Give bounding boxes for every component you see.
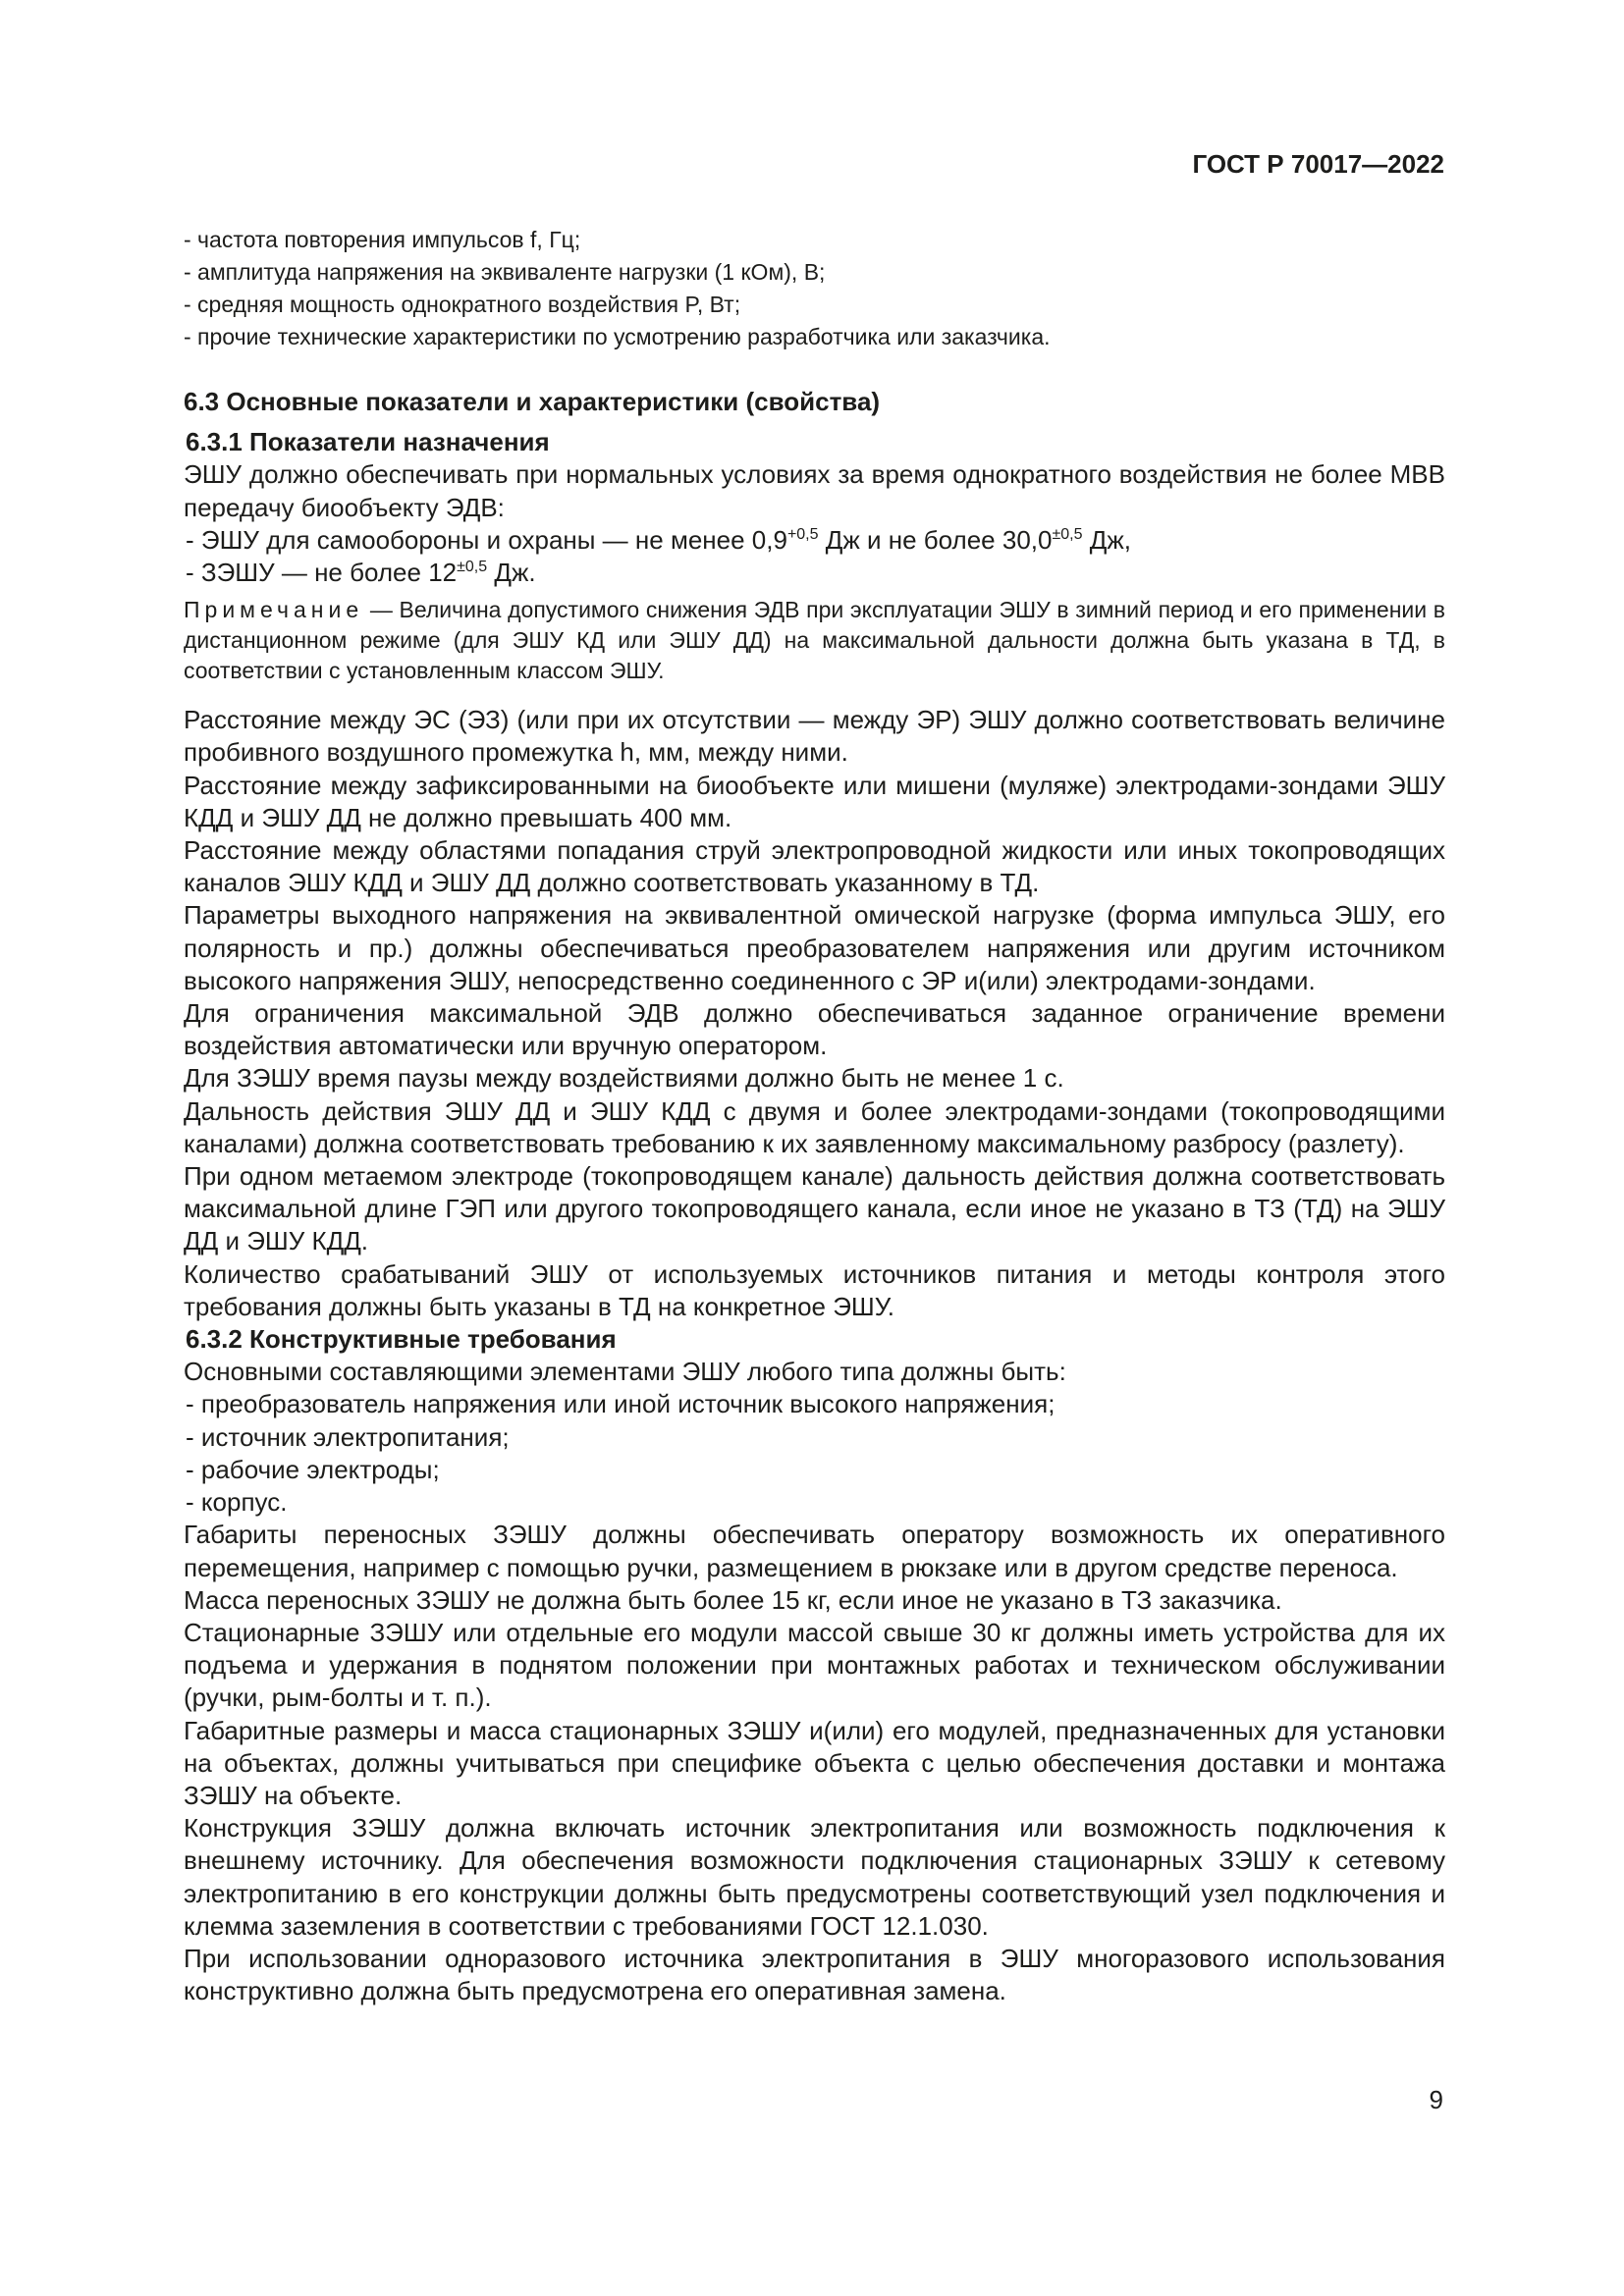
section-6-3-title: 6.3 Основные показатели и характеристики (свойства) [184,387,881,416]
note [184,595,1445,686]
paragraph-text: ЭШУ должно обеспечивать при нормальных условиях за время однократного воздействия не более МВВ передачу биообъекту ЭДВ: [184,459,1445,522]
paragraph: Масса переносных ЗЭШУ не должна быть более 15 кг, если иное не указано в ТЗ заказчика. [184,1584,1282,1615]
item-text: - ЗЭШУ — не более 12 [186,558,458,588]
paragraph: При одном метаемом электроде (токопроводящем канале) дальность действия должна соответствовать максимальной длине ГЭП или другого токопроводящего канала, если иное не указано в ТЗ (ТД) на ЭШУ ДД и ЭШУ КДД. [184,1161,1445,1256]
section-6-3-2-title: 6.3.2 Конструктивные требования [186,1324,617,1355]
superscript: ±0,5 [1052,525,1083,543]
paragraph: Расстояние между ЭС (ЭЗ) (или при их отсутствии — между ЭР) ЭШУ должно соответствовать величине пробивного воздушного промежутка h, мм, между ними. [184,705,1445,768]
top-list [184,224,1450,353]
paragraph: Дальность действия ЭШУ ДД и ЭШУ КДД с двумя и более электродами-зондами (токопроводящими каналами) должна соответствовать требованию к их заявленному максимальному разбросу (разлету). [184,1095,1445,1158]
document-header: ГОСТ Р 70017—2022 [1192,149,1444,179]
main-content [184,386,1445,2007]
superscript: +0,5 [786,525,819,543]
note-label: Примечание [184,597,364,623]
list-item: - преобразователь напряжения или иной источник высокого напряжения; [186,1389,1056,1419]
paragraph [184,458,1445,523]
note-text: — Величина допустимого снижения ЭДВ при эксплуатации ЭШУ в зимний период и его применении в дистанционном режиме (для ЭШУ КД или ЭШУ ДД) на максимальной дальности должна быть указана в ТД, в соответствии с установленным классом ЭШУ. [184,597,1445,684]
paragraph: Количество срабатываний ЭШУ от используемых источников питания и методы контроля этого требования должны быть указаны в ТД на конкретное ЭШУ. [184,1258,1445,1321]
paragraph: При использовании одноразового источника электропитания в ЭШУ многоразового использования конструктивно должна быть предусмотрена его оперативная замена. [184,1943,1445,2006]
list-item: - амплитуда напряжения на эквиваленте нагрузки (1 кОм), В; [184,259,826,285]
item-text: Дж. [487,558,536,588]
item-text: - ЭШУ для самообороны и охраны — не менее 0,9 [186,524,787,555]
page-number: 9 [1429,2085,1443,2114]
list-item [184,524,1445,557]
list-item: - корпус. [186,1487,288,1518]
list-item: - рабочие электроды; [186,1454,440,1484]
paragraph: Конструкция ЗЭШУ должна включать источник электропитания или возможность подключения к внешнему источнику. Для обеспечения возможности подключения стационарных ЗЭШУ к сетевому электропитанию в его конструкции должны быть предусмотрены соответствующий узел подключения и клемма заземления в соответствии с требованиями ГОСТ 12.1.030. [184,1813,1445,1941]
section-6-3-1-title: 6.3.1 Показатели назначения [186,427,550,457]
paragraph: Параметры выходного напряжения на эквивалентной омической нагрузке (форма импульса ЭШУ, его полярность и пр.) должны обеспечиваться преобразователем напряжения или другим источником высокого напряжения ЭШУ, непосредственно соединенного с ЭР и(или) электродами-зондами. [184,900,1445,995]
paragraph: Габаритные размеры и масса стационарных ЗЭШУ и(или) его модулей, предназначенных для установки на объектах, должны учитываться при специфике объекта с целью обеспечения доставки и монтажа ЗЭШУ на объекте. [184,1715,1445,1810]
paragraph: Основными составляющими элементами ЭШУ любого типа должны быть: [184,1357,1066,1387]
list-item: - источник электропитания; [186,1421,510,1452]
paragraph: Для ограничения максимальной ЭДВ должно обеспечиваться заданное ограничение времени воздействия автоматически или вручную оператором. [184,998,1445,1061]
list-item [184,557,1445,589]
paragraph: Габариты переносных ЗЭШУ должны обеспечивать оператору возможность их оперативного перемещения, например с помощью ручки, размещением в рюкзаке или в другом средстве переноса. [184,1520,1445,1582]
list-item: - средняя мощность однократного воздействия P, Вт; [184,292,741,317]
item-text: Дж и не более 30,0 [818,524,1053,555]
list-item: - прочие технические характеристики по усмотрению разработчика или заказчика. [184,324,1051,349]
paragraph: Расстояние между зафиксированными на биообъекте или мишени (муляже) электродами-зондами ЭШУ КДД и ЭШУ ДД не должно превышать 400 мм. [184,770,1445,832]
paragraph: Стационарные ЗЭШУ или отдельные его модули массой свыше 30 кг должны иметь устройства для их подъема и удержания в поднятом положении при монтажных работах и техническом обслуживании (ручки, рым-болты и т. п.). [184,1617,1445,1713]
item-text: Дж, [1082,524,1131,555]
superscript: ±0,5 [457,559,488,576]
paragraph: Для ЗЭШУ время паузы между воздействиями должно быть не менее 1 с. [184,1063,1064,1094]
paragraph: Расстояние между областями попадания струй электропроводной жидкости или иных токопроводящих каналов ЭШУ КДД и ЭШУ ДД должно соответствовать указанному в ТД. [184,835,1445,898]
list-item: - частота повторения импульсов f, Гц; [184,227,581,252]
